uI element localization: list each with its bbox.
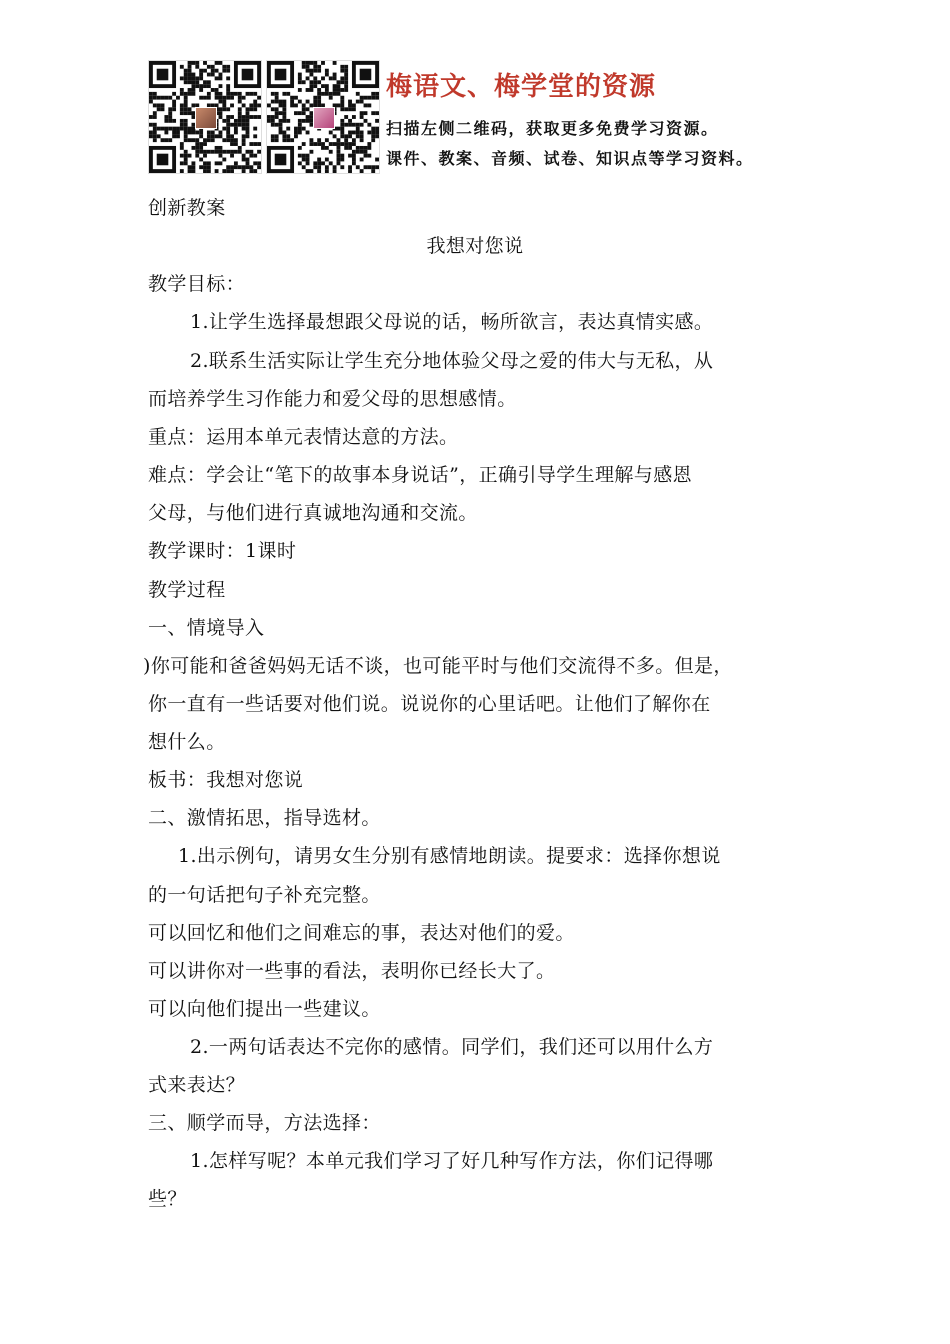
section-2-item-2-line-2: 式来表达？ xyxy=(148,1074,246,1096)
section-3-item-1-line-2: 些？ xyxy=(148,1188,187,1210)
brand-title: 梅语文、梅学堂的资源 xyxy=(386,72,657,102)
section-3-heading: 三、顺学而导，方法选择： xyxy=(148,1112,381,1134)
goals-heading: 教学目标： xyxy=(148,273,246,295)
class-hours: 教学课时：1课时 xyxy=(148,540,297,562)
goal-2-line-2: 而培养学生习作能力和爱父母的思想感情。 xyxy=(148,388,517,410)
qr-code-left[interactable] xyxy=(148,60,262,174)
tagline-qr: 扫描左侧二维码，获取更多免费学习资源。 xyxy=(386,119,719,138)
section-2-heading: 二、激情拓思，指导选材。 xyxy=(148,807,381,829)
section-3-item-1-line-1: 1.怎样写呢？本单元我们学习了好几种写作方法，你们记得哪 xyxy=(190,1150,714,1172)
qr-center-avatar xyxy=(313,107,335,129)
process-heading: 教学过程 xyxy=(148,579,226,601)
doc-category: 创新教案 xyxy=(148,197,226,219)
section-2-option-3: 可以向他们提出一些建议。 xyxy=(148,998,381,1020)
section-2-item-2-line-1: 2.一两句话表达不完你的感情。同学们，我们还可以用什么方 xyxy=(190,1036,714,1058)
doc-title: 我想对您说 xyxy=(426,235,524,257)
section-1-heading: 一、情境导入 xyxy=(148,617,265,639)
qr-center-avatar xyxy=(195,107,217,129)
section-1-paragraph-line-1: )你可能和爸爸妈妈无话不谈，也可能平时与他们交流得不多。但是， xyxy=(143,655,733,677)
difficulty-line-2: 父母，与他们进行真诚地沟通和交流。 xyxy=(148,502,478,524)
goal-1: 1.让学生选择最想跟父母说的话，畅所欲言，表达真情实感。 xyxy=(190,311,714,333)
tagline-resources: 课件、教案、音频、试卷、知识点等学习资料。 xyxy=(386,149,754,168)
goal-2-line-1: 2.联系生活实际让学生充分地体验父母之爱的伟大与无私，从 xyxy=(190,350,714,372)
section-2-item-1-line-1: 1.出示例句，请男女生分别有感情地朗读。提要求：选择你想说 xyxy=(178,845,721,867)
section-2-item-1-line-2: 的一句话把句子补充完整。 xyxy=(148,884,381,906)
board-writing: 板书：我想对您说 xyxy=(148,769,304,791)
section-1-paragraph-line-3: 想什么。 xyxy=(148,731,226,753)
section-2-option-1: 可以回忆和他们之间难忘的事，表达对他们的爱。 xyxy=(148,922,575,944)
section-1-paragraph-line-2: 你一直有一些话要对他们说。说说你的心里话吧。让他们了解你在 xyxy=(148,693,711,715)
key-point: 重点：运用本单元表情达意的方法。 xyxy=(148,426,459,448)
page-header xyxy=(148,60,848,175)
difficulty-line-1: 难点：学会让“笔下的故事本身说话”，正确引导学生理解与感恩 xyxy=(148,464,693,486)
qr-code-right[interactable] xyxy=(266,60,380,174)
section-2-option-2: 可以讲你对一些事的看法，表明你已经长大了。 xyxy=(148,960,556,982)
